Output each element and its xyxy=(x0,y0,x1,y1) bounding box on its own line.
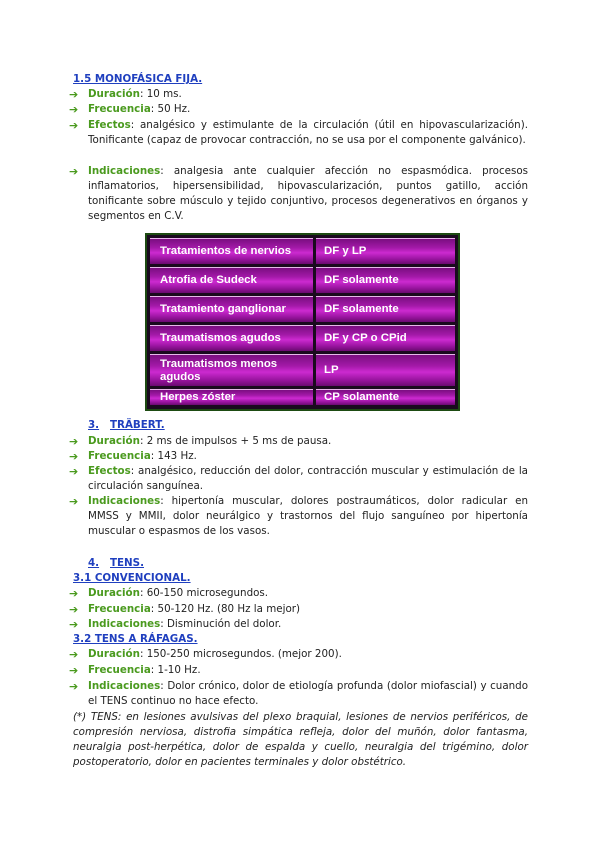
arrow-icon: ➔ xyxy=(69,603,79,616)
arrow-icon: ➔ xyxy=(69,465,79,478)
list-item xyxy=(69,586,528,601)
item-text: : Disminución del dolor. xyxy=(160,618,282,630)
table-row xyxy=(150,354,455,386)
item-text: : 60-150 microsegundos. xyxy=(139,587,269,599)
item-label: Frecuencia xyxy=(88,103,151,115)
indications-table xyxy=(145,233,460,411)
arrow-icon: ➔ xyxy=(69,450,79,463)
item-label: Indicaciones xyxy=(88,680,161,692)
item-text: : analgésico, reducción del dolor, contracción muscular y estimulación de la circulación sanguínea. xyxy=(88,465,528,492)
arrow-icon: ➔ xyxy=(69,648,79,661)
item-text: : 10 ms. xyxy=(139,88,182,100)
item-label: Frecuencia xyxy=(88,603,151,615)
item-text: : 50-120 Hz. (80 Hz la mejor) xyxy=(150,603,300,615)
item-text: : 1-10 Hz. xyxy=(150,664,201,676)
list-item xyxy=(69,647,528,662)
item-text: : hipertonía muscular, dolores postraumáticos, dolor radicular en MMSS y MMII, dolor neurálgico y trastornos del flujo sanguíneo por hipertonía muscular o espasmos de los vasos. xyxy=(88,495,528,537)
item-text: : analgesia ante cualquier afección no espasmódica. procesos inflamatorios, hipersensibilidad, hipovascularización, puntos gatillo, acción tonificante sobre músculo y tejido conjuntivo, procesos degenerativos en órganos y segmentos en C.V. xyxy=(88,165,528,222)
table-cell: CP solamente xyxy=(316,389,455,405)
list-item xyxy=(69,494,528,539)
list-item xyxy=(69,434,528,449)
list-item xyxy=(69,679,528,709)
item-label: Indicaciones xyxy=(88,165,161,177)
item-label: Indicaciones xyxy=(88,618,161,630)
item-label: Efectos xyxy=(88,119,131,131)
footnote: (*) TENS: en lesiones avulsivas del plexo braquial, lesiones de nervios periféricos, de compresión nerviosa, distrofia simpática refleja, dolor del muñón, dolor fantasma, neuralgia post-herpética, dolor de espalda y cuello, neuralgia del trigémino, dolor postoperatorio, dolor en pacientes terminales y dolor obstétrico. xyxy=(73,711,528,768)
subsection-heading-rafagas: 3.2 TENS A RÁFAGAS. xyxy=(73,633,198,645)
item-text: : 150-250 microsegundos. (mejor 200). xyxy=(139,648,342,660)
table-cell: Herpes zóster xyxy=(150,389,313,405)
section-heading-monofasica: 1.5 MONOFÁSICA FIJA. xyxy=(73,73,203,85)
list-item xyxy=(69,449,528,464)
table-cell: LP xyxy=(316,354,455,386)
list-item xyxy=(69,602,528,617)
table-cell: Atrofia de Sudeck xyxy=(150,267,313,293)
subsection-heading-convencional: 3.1 CONVENCIONAL. xyxy=(73,572,191,584)
item-label: Duración xyxy=(88,587,140,599)
list-item xyxy=(69,464,528,494)
arrow-icon: ➔ xyxy=(69,618,79,631)
item-label: Frecuencia xyxy=(88,450,151,462)
arrow-icon: ➔ xyxy=(69,680,79,693)
list-item xyxy=(69,164,528,224)
section-heading-trabert: TRÄBERT. xyxy=(110,419,165,431)
list-item xyxy=(69,118,528,148)
table-cell: DF y LP xyxy=(316,238,455,264)
section-heading-tens: TENS. xyxy=(110,557,145,569)
item-label: Efectos xyxy=(88,465,131,477)
table-cell: Traumatismos agudos xyxy=(150,325,313,351)
arrow-icon: ➔ xyxy=(69,664,79,677)
arrow-icon: ➔ xyxy=(69,435,79,448)
arrow-icon: ➔ xyxy=(69,587,79,600)
list-item xyxy=(69,617,528,632)
item-text: : 2 ms de impulsos + 5 ms de pausa. xyxy=(139,435,332,447)
table-cell: DF y CP o CPid xyxy=(316,325,455,351)
item-text: : 50 Hz. xyxy=(150,103,191,115)
table-cell: DF solamente xyxy=(316,296,455,322)
table-row xyxy=(150,325,455,351)
table-cell: Traumatismos menos agudos xyxy=(150,354,313,386)
item-text: : Dolor crónico, dolor de etiología profunda (dolor miofascial) y cuando el TENS continuo no hace efecto. xyxy=(88,680,528,707)
item-label: Duración xyxy=(88,88,140,100)
table-cell: Tratamiento ganglionar xyxy=(150,296,313,322)
table-row xyxy=(150,389,455,405)
arrow-icon: ➔ xyxy=(69,103,79,116)
arrow-icon: ➔ xyxy=(69,495,79,508)
list-item xyxy=(69,102,528,117)
table-row xyxy=(150,296,455,322)
section-number: 3. xyxy=(88,419,100,431)
item-label: Duración xyxy=(88,435,140,447)
list-item xyxy=(69,87,528,102)
item-text: : analgésico y estimulante de la circulación (útil en hipovascularización). Tonificante (capaz de provocar contracción, no se usa por el componente galvánico). xyxy=(88,119,528,146)
item-text: : 143 Hz. xyxy=(150,450,197,462)
table-row xyxy=(150,238,455,264)
table-row xyxy=(150,267,455,293)
arrow-icon: ➔ xyxy=(69,165,79,178)
item-label: Frecuencia xyxy=(88,664,151,676)
table-cell: Tratamientos de nervios xyxy=(150,238,313,264)
arrow-icon: ➔ xyxy=(69,88,79,101)
item-label: Duración xyxy=(88,648,140,660)
arrow-icon: ➔ xyxy=(69,119,79,132)
list-item xyxy=(69,663,528,678)
item-label: Indicaciones xyxy=(88,495,161,507)
section-number: 4. xyxy=(88,557,100,569)
table-cell: DF solamente xyxy=(316,267,455,293)
